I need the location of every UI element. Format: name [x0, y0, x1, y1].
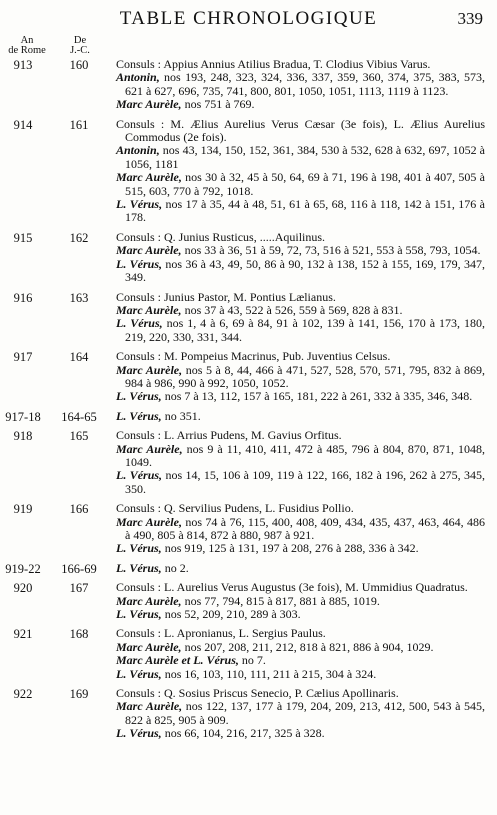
emperor-coin-list	[116, 516, 485, 543]
entry-body	[116, 118, 485, 225]
entry-text: Consuls : L. Aurelius Verus Augustus (3e fois), M. Ummidius Quadratus.	[116, 580, 468, 595]
emperor-coin-list	[116, 410, 485, 423]
entry-text: no 2.	[161, 560, 189, 575]
emperor-coin-list	[116, 654, 485, 667]
emperor-label: L. Vérus,	[116, 468, 163, 483]
emperor-label: L. Vérus,	[116, 726, 162, 741]
entry-body	[116, 581, 485, 621]
emperor-label: L. Vérus,	[116, 197, 163, 212]
year-entry	[0, 687, 497, 741]
year-jc: 160	[69, 58, 89, 72]
year-entry	[0, 502, 497, 556]
year-entry	[0, 581, 497, 621]
entry-text: no 351.	[161, 408, 201, 423]
year-entry	[0, 291, 497, 345]
entry-text: nos 52, 209, 210, 289 à 303.	[161, 607, 301, 622]
year-rome: 917	[13, 350, 33, 365]
consuls-line	[116, 231, 485, 244]
year-jc: 168	[69, 627, 89, 642]
year-jc: 162	[69, 230, 89, 245]
year-rome: 915	[13, 230, 33, 245]
entry-text: nos 193, 248, 323, 324, 336, 337, 359, 360, 374, 375, 383, 573, 621 à 627, 696, 735, 741, 800, 801, 1050, 1051, 1113, 1119 à 1123.	[125, 70, 485, 98]
year-entry	[0, 429, 497, 496]
emperor-label: Marc Aurèle,	[116, 302, 182, 317]
consuls-line	[116, 58, 485, 71]
entry-body	[116, 350, 485, 404]
year-rome: 913	[13, 58, 33, 72]
entry-body	[116, 291, 485, 345]
consuls-line	[116, 502, 485, 515]
emperor-label: Marc Aurèle,	[116, 97, 182, 112]
year-jc: 169	[69, 687, 89, 702]
consuls-line	[116, 687, 485, 700]
page-number: 339	[457, 9, 483, 28]
consuls-line	[116, 291, 485, 304]
year-entry	[0, 562, 497, 575]
year-jc: 161	[69, 117, 89, 132]
entry-body	[116, 502, 485, 556]
entry-text: Consuls : L. Arrius Pudens, M. Gavius Orfitus.	[116, 428, 342, 443]
entry-text: nos 16, 103, 110, 111, 211 à 215, 304 à 324.	[161, 666, 377, 681]
emperor-coin-list	[116, 198, 485, 225]
year-rome: 918	[13, 429, 33, 444]
emperor-label: L. Vérus,	[116, 389, 162, 404]
entry-text: nos 1, 4 à 6, 69 à 84, 91 à 102, 139 à 141, 156, 170 à 173, 180, 219, 220, 330, 331, 344.	[125, 316, 485, 344]
year-entry	[0, 627, 497, 681]
emperor-label: Marc Aurèle,	[116, 593, 182, 608]
year-entry	[0, 410, 497, 423]
entry-text: Consuls : Q. Sosius Priscus Senecio, P. Cælius Apollinaris.	[116, 686, 399, 701]
entry-text: Consuls : Junius Pastor, M. Pontius Lælianus.	[116, 289, 336, 304]
chronology-table	[0, 58, 497, 747]
year-jc: 164	[69, 350, 89, 365]
entry-text: no 7.	[238, 653, 266, 668]
entry-text: nos 207, 208, 211, 212, 818 à 821, 886 à 904, 1029.	[181, 639, 434, 654]
emperor-coin-list	[116, 641, 485, 654]
entry-text: nos 74 à 76, 115, 400, 408, 409, 434, 435, 437, 463, 464, 486 à 490, 805 à 814, 872 à 880, 987 à 921.	[125, 514, 485, 542]
entry-body	[116, 410, 485, 423]
emperor-coin-list	[116, 390, 485, 403]
entry-text: nos 751 à 769.	[181, 97, 255, 112]
year-jc: 166	[69, 502, 89, 517]
entry-body	[116, 429, 485, 496]
emperor-label: Marc Aurèle,	[116, 441, 183, 456]
entry-text: nos 5 à 8, 44, 466 à 471, 527, 528, 570, 571, 795, 832 à 869, 984 à 986, 990 à 992, 1050, 1052.	[125, 362, 485, 390]
year-rome: 919-22	[5, 561, 41, 576]
entry-body	[116, 687, 485, 741]
emperor-coin-list	[116, 171, 485, 198]
entry-text: Consuls : M. Pompeius Macrinus, Pub. Juventius Celsus.	[116, 349, 391, 364]
emperor-label: Marc Aurèle,	[116, 243, 182, 258]
emperor-label: Marc Aurèle,	[116, 362, 183, 377]
consuls-line	[116, 429, 485, 442]
entry-text: nos 66, 104, 216, 217, 325 à 328.	[161, 726, 325, 741]
emperor-coin-list	[116, 469, 485, 496]
column-header-de-jc: De J.-C.	[70, 35, 90, 56]
emperor-label: L. Vérus,	[116, 541, 162, 556]
entry-text: nos 43, 134, 150, 152, 361, 384, 530 à 532, 628 à 632, 697, 1052 à 1056, 1181	[125, 143, 485, 171]
year-rome: 914	[13, 117, 33, 132]
consuls-line	[116, 627, 485, 640]
entry-text: Consuls : L. Apronianus, L. Sergius Paulus.	[116, 626, 326, 641]
page-header	[0, 8, 497, 32]
emperor-label: L. Vérus,	[116, 256, 163, 271]
emperor-label: Marc Aurèle,	[116, 699, 183, 714]
consuls-line	[116, 581, 485, 594]
year-entry	[0, 231, 497, 285]
emperor-coin-list	[116, 595, 485, 608]
entry-text: Consuls : Q. Junius Rusticus, .....Aquilinus.	[116, 229, 326, 244]
entry-text: nos 7 à 13, 112, 157 à 165, 181, 222 à 261, 332 à 335, 346, 348.	[161, 389, 473, 404]
entry-text: nos 919, 125 à 131, 197 à 208, 276 à 288, 336 à 342.	[161, 541, 419, 556]
year-jc: 163	[69, 290, 89, 305]
entry-text: nos 122, 137, 177 à 179, 204, 209, 213, 412, 500, 543 à 545, 822 à 825, 905 à 909.	[125, 699, 485, 727]
emperor-coin-list	[116, 700, 485, 727]
emperor-label: Marc Aurèle et L. Vérus,	[116, 653, 239, 668]
entry-text: Consuls : M. Ælius Aurelius Verus Cæsar (3e fois), L. Ælius Aurelius Commodus (2e fois).	[116, 116, 485, 145]
emperor-coin-list	[116, 608, 485, 621]
emperor-coin-list	[116, 144, 485, 171]
emperor-label: L. Vérus,	[116, 666, 162, 681]
column-header-an-de-rome: An de Rome	[8, 35, 46, 56]
emperor-label: Antonin,	[116, 143, 160, 158]
emperor-coin-list	[116, 98, 485, 111]
year-jc: 166-69	[61, 561, 97, 576]
emperor-coin-list	[116, 542, 485, 555]
emperor-label: Antonin,	[116, 70, 160, 85]
entry-text: nos 37 à 43, 522 à 526, 559 à 569, 828 à 831.	[181, 302, 403, 317]
emperor-coin-list	[116, 304, 485, 317]
year-jc: 167	[69, 581, 89, 596]
consuls-line	[116, 118, 485, 145]
emperor-label: Marc Aurèle,	[116, 514, 182, 529]
year-jc: 164-65	[61, 409, 97, 424]
entry-text: nos 77, 794, 815 à 817, 881 à 885, 1019.	[181, 593, 380, 608]
entry-body	[116, 562, 485, 575]
year-entry	[0, 118, 497, 225]
emperor-coin-list	[116, 258, 485, 285]
entry-text: Consuls : Appius Annius Atilius Bradua, T. Clodius Vibius Varus.	[116, 57, 431, 71]
year-rome: 920	[13, 581, 33, 596]
emperor-label: L. Vérus,	[116, 560, 162, 575]
entry-text: nos 14, 15, 106 à 109, 119 à 122, 166, 182 à 196, 262 à 275, 345, 350.	[125, 468, 485, 496]
entry-body	[116, 231, 485, 285]
entry-text: nos 36 à 43, 49, 50, 86 à 90, 132 à 138, 152 à 155, 169, 179, 347, 349.	[125, 256, 485, 285]
emperor-coin-list	[116, 727, 485, 740]
year-rome: 922	[13, 687, 33, 702]
year-rome: 921	[13, 627, 33, 642]
emperor-coin-list	[116, 244, 485, 257]
emperor-coin-list	[116, 443, 485, 470]
year-rome: 919	[13, 502, 33, 517]
emperor-label: L. Vérus,	[116, 607, 162, 622]
emperor-label: Marc Aurèle,	[116, 170, 182, 185]
emperor-label: L. Vérus,	[116, 408, 162, 423]
entry-text: Consuls : Q. Servilius Pudens, L. Fusidius Pollio.	[116, 501, 354, 516]
emperor-coin-list	[116, 562, 485, 575]
consuls-line	[116, 350, 485, 363]
emperor-coin-list	[116, 668, 485, 681]
emperor-coin-list	[116, 364, 485, 391]
entry-body	[116, 627, 485, 681]
year-entry	[0, 58, 497, 112]
year-rome: 916	[13, 290, 33, 305]
entry-text: nos 9 à 11, 410, 411, 472 à 485, 796 à 804, 870, 871, 1048, 1049.	[125, 441, 485, 469]
entry-body	[116, 58, 485, 112]
emperor-label: Marc Aurèle,	[116, 639, 182, 654]
entry-text: nos 33 à 36, 51 à 59, 72, 73, 516 à 521, 553 à 558, 793, 1054.	[181, 243, 481, 258]
entry-text: nos 30 à 32, 45 à 50, 64, 69 à 71, 196 à 198, 401 à 407, 505 à 515, 603, 770 à 792, 1018.	[125, 170, 485, 198]
emperor-coin-list	[116, 71, 485, 98]
emperor-coin-list	[116, 317, 485, 344]
emperor-label: L. Vérus,	[116, 316, 163, 331]
year-entry	[0, 350, 497, 404]
page-title: TABLE CHRONOLOGIQUE	[119, 8, 378, 29]
year-jc: 165	[69, 429, 89, 444]
year-rome: 917-18	[5, 409, 41, 424]
entry-text: nos 17 à 35, 44 à 48, 51, 61 à 65, 68, 116 à 118, 142 à 151, 176 à 178.	[125, 197, 485, 225]
